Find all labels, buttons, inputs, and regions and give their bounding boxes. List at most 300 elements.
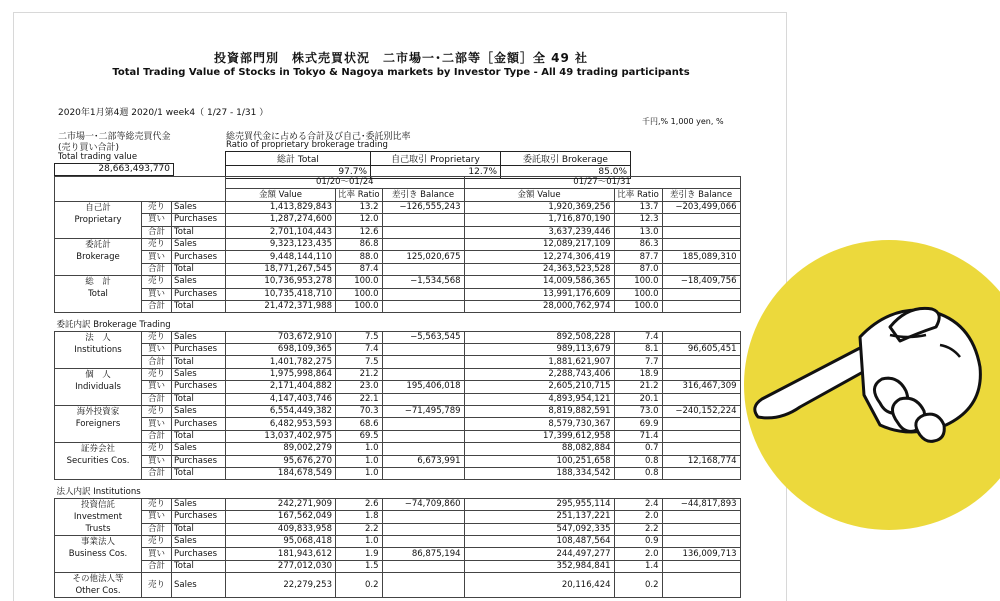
value-cell: 2,171,404,882 [226, 381, 336, 393]
report-title-en: Total Trading Value of Stocks in Tokyo & Nagoya markets by Investor Type - All 49 trading participants [112, 67, 690, 78]
value-cell: 1.9 [336, 548, 383, 560]
side-label-jp: 売り [142, 238, 172, 250]
group-label-en: Other Cos. [75, 586, 121, 597]
value-cell [662, 418, 740, 430]
value-cell [382, 288, 464, 300]
value-cell: 17,399,612,958 [464, 430, 614, 442]
value-cell [662, 430, 740, 442]
value-cell: 23.0 [336, 381, 383, 393]
report-week: 2020年1月第4週 2020/1 week4（ 1/27 - 1/31 ） [58, 108, 269, 118]
value-cell [662, 238, 740, 250]
value-cell: 12,168,774 [662, 455, 740, 467]
side-label-jp: 売り [142, 406, 172, 418]
side-label-jp: 買い [142, 511, 172, 523]
side-label-jp: 買い [142, 418, 172, 430]
value-cell: 7.4 [336, 344, 383, 356]
side-label-jp: 買い [142, 455, 172, 467]
value-cell: 86.8 [336, 238, 383, 250]
value-cell: 13,037,402,975 [226, 430, 336, 442]
summary-label-jp-2: (売り買い合計) [58, 143, 120, 153]
side-label-en: Total [172, 263, 226, 275]
value-cell: 12.3 [614, 214, 662, 226]
group-label [55, 201, 142, 238]
side-label-en: Purchases [172, 288, 226, 300]
table-row [55, 418, 741, 430]
value-cell: 88.0 [336, 251, 383, 263]
table-row [55, 455, 741, 467]
side-label-jp: 合計 [142, 430, 172, 442]
group-label [55, 498, 142, 535]
value-cell [662, 288, 740, 300]
table-row [55, 430, 741, 442]
value-cell: −18,409,756 [662, 276, 740, 288]
value-cell [662, 226, 740, 238]
side-label-en: Sales [172, 201, 226, 213]
side-label-jp: 売り [142, 443, 172, 455]
value-cell: −240,152,224 [662, 406, 740, 418]
table-row [55, 381, 741, 393]
ratio-table [225, 151, 631, 179]
group-label [55, 238, 142, 275]
table-row [55, 226, 741, 238]
table-row [55, 548, 741, 560]
value-cell: 4,893,954,121 [464, 393, 614, 405]
group-label [55, 406, 142, 443]
group-label-jp: 自己計 [85, 202, 111, 213]
value-cell: 136,009,713 [662, 548, 740, 560]
value-cell: 12,274,306,419 [464, 251, 614, 263]
value-cell [662, 356, 740, 368]
period-header-2: 01/27〜01/31 [464, 177, 740, 189]
value-cell [662, 300, 740, 312]
value-cell: 1,716,870,190 [464, 214, 614, 226]
value-cell: 2.6 [336, 498, 383, 510]
value-cell: 21.2 [614, 381, 662, 393]
value-cell: 8,819,882,591 [464, 406, 614, 418]
value-cell [382, 214, 464, 226]
value-cell: 2.0 [614, 511, 662, 523]
group-label-jp: 証券会社 [80, 444, 115, 455]
value-cell [662, 263, 740, 275]
table-row [55, 356, 741, 368]
group-label-en: Investment [73, 511, 123, 522]
value-cell [382, 467, 464, 479]
table-row [55, 238, 741, 250]
value-cell: 2.0 [614, 548, 662, 560]
table-row [55, 319, 741, 331]
value-cell [662, 535, 740, 547]
value-cell: 6,673,991 [382, 455, 464, 467]
side-label-en: Purchases [172, 381, 226, 393]
side-label-jp: 合計 [142, 300, 172, 312]
value-cell: 69.9 [614, 418, 662, 430]
table-row [55, 467, 741, 479]
value-cell: 0.9 [614, 535, 662, 547]
value-cell: 70.3 [336, 406, 383, 418]
section-label-institutions: 法人内訳 Institutions [56, 486, 141, 497]
value-cell: 13.2 [336, 201, 383, 213]
value-cell [662, 511, 740, 523]
value-cell: 8.1 [614, 344, 662, 356]
value-cell: −1,534,568 [382, 276, 464, 288]
value-cell: 6,554,449,382 [226, 406, 336, 418]
value-cell [382, 573, 464, 598]
value-cell: 24,363,523,528 [464, 263, 614, 275]
group-label-en-2: Trusts [85, 523, 111, 534]
value-cell: 244,497,277 [464, 548, 614, 560]
value-cell: 0.2 [336, 573, 383, 598]
value-cell [662, 560, 740, 572]
value-cell: 1.8 [336, 511, 383, 523]
value-cell: 100.0 [614, 288, 662, 300]
table-row [55, 406, 741, 418]
value-cell: −5,563,545 [382, 331, 464, 343]
value-cell: 0.7 [614, 443, 662, 455]
side-label-jp: 売り [142, 535, 172, 547]
value-cell: 69.5 [336, 430, 383, 442]
side-label-en: Sales [172, 238, 226, 250]
value-cell: 68.6 [336, 418, 383, 430]
value-cell: 409,833,958 [226, 523, 336, 535]
column-header-balance-p1: 差引き Balance [382, 189, 464, 201]
table-row [55, 573, 741, 598]
value-cell: 4,147,403,746 [226, 393, 336, 405]
value-cell: 22,279,253 [226, 573, 336, 598]
side-label-jp: 合計 [142, 393, 172, 405]
table-row [55, 201, 741, 213]
trading-table [54, 176, 741, 598]
side-label-en: Sales [172, 573, 226, 598]
side-label-en: Purchases [172, 344, 226, 356]
value-cell: 9,448,144,110 [226, 251, 336, 263]
value-cell: 1.0 [336, 443, 383, 455]
summary-label-en: Total trading value [58, 152, 138, 162]
side-label-jp: 売り [142, 498, 172, 510]
value-cell: 95,676,270 [226, 455, 336, 467]
group-label-en: Foreigners [75, 419, 121, 430]
value-cell [382, 560, 464, 572]
column-header-ratio-p1: 比率 Ratio [336, 189, 383, 201]
group-label-en: Proprietary [74, 214, 122, 225]
table-row [55, 344, 741, 356]
value-cell: 95,068,418 [226, 535, 336, 547]
value-cell: 195,406,018 [382, 381, 464, 393]
value-cell: 242,271,909 [226, 498, 336, 510]
value-cell: 989,113,679 [464, 344, 614, 356]
side-label-jp: 合計 [142, 523, 172, 535]
table-row [55, 368, 741, 380]
side-label-jp: 買い [142, 548, 172, 560]
value-cell [662, 368, 740, 380]
value-cell [382, 344, 464, 356]
side-label-en: Sales [172, 276, 226, 288]
group-label-en: Securities Cos. [66, 456, 130, 467]
value-cell: 2.4 [614, 498, 662, 510]
value-cell: 352,984,841 [464, 560, 614, 572]
value-cell: 6,482,953,593 [226, 418, 336, 430]
value-cell: 28,000,762,974 [464, 300, 614, 312]
group-label-en: Business Cos. [68, 548, 128, 559]
ratio-header-proprietary: 自己取引 Proprietary [371, 152, 501, 166]
side-label-en: Total [172, 560, 226, 572]
value-cell [662, 573, 740, 598]
side-label-en: Purchases [172, 548, 226, 560]
value-cell: 10,736,953,278 [226, 276, 336, 288]
value-cell: 100.0 [614, 300, 662, 312]
side-label-en: Total [172, 226, 226, 238]
value-cell: 18.9 [614, 368, 662, 380]
value-cell [382, 430, 464, 442]
value-cell: 10,735,418,710 [226, 288, 336, 300]
side-label-en: Sales [172, 406, 226, 418]
value-cell: 88,082,884 [464, 443, 614, 455]
value-cell: 1,401,782,275 [226, 356, 336, 368]
group-label-en: Institutions [74, 344, 122, 355]
value-cell: 1,413,829,843 [226, 201, 336, 213]
value-cell: 100.0 [336, 288, 383, 300]
value-cell: 295,955,114 [464, 498, 614, 510]
column-header-balance-p2: 差引き Balance [662, 189, 740, 201]
side-label-jp: 買い [142, 214, 172, 226]
side-label-en: Total [172, 430, 226, 442]
value-cell: 167,562,049 [226, 511, 336, 523]
table-row [55, 276, 741, 288]
side-label-en: Total [172, 393, 226, 405]
group-label-jp: 委託計 [85, 239, 111, 250]
side-label-jp: 売り [142, 573, 172, 598]
table-row [55, 263, 741, 275]
value-cell [382, 300, 464, 312]
value-cell: 20.1 [614, 393, 662, 405]
value-cell: 0.8 [614, 455, 662, 467]
value-cell: 3,637,239,446 [464, 226, 614, 238]
value-cell: −44,817,893 [662, 498, 740, 510]
summary-label-jp: 二市場一･二部等総売買代金 [58, 132, 171, 142]
table-row [55, 251, 741, 263]
table-row [55, 300, 741, 312]
group-label [55, 535, 142, 572]
value-cell: 0.2 [614, 573, 662, 598]
value-cell: 20,116,424 [464, 573, 614, 598]
value-cell: −126,555,243 [382, 201, 464, 213]
table-row [55, 177, 741, 189]
group-label [55, 573, 142, 598]
ratio-header-total: 総計 Total [226, 152, 371, 166]
value-cell: 12.0 [336, 214, 383, 226]
group-label-en: Brokerage [76, 251, 120, 262]
column-header-value-p1: 金額 Value [226, 189, 336, 201]
value-cell: 12,089,217,109 [464, 238, 614, 250]
value-cell: 7.4 [614, 331, 662, 343]
value-cell: −71,495,789 [382, 406, 464, 418]
value-cell: 100.0 [614, 276, 662, 288]
value-cell: 7.5 [336, 356, 383, 368]
report-unit: 千円,% 1,000 yen, % [642, 117, 724, 126]
side-label-en: Sales [172, 331, 226, 343]
column-header-value-p2: 金額 Value [464, 189, 614, 201]
value-cell: 1,881,621,907 [464, 356, 614, 368]
value-cell: 86,875,194 [382, 548, 464, 560]
value-cell: 13.0 [614, 226, 662, 238]
side-label-en: Total [172, 523, 226, 535]
value-cell: 89,002,279 [226, 443, 336, 455]
table-row [55, 331, 741, 343]
total-trading-value: 28,663,493,770 [54, 163, 174, 176]
side-label-en: Purchases [172, 511, 226, 523]
group-label-jp: 投資信託 [80, 499, 115, 510]
value-cell: 7.7 [614, 356, 662, 368]
value-cell: 22.1 [336, 393, 383, 405]
ratio-label-en: Ratio of proprietary brokerage trading [226, 140, 388, 150]
side-label-jp: 合計 [142, 263, 172, 275]
side-label-jp: 合計 [142, 226, 172, 238]
ratio-label-jp: 総売買代金に占める合計及び自己･委託別比率 [226, 132, 411, 142]
value-cell: 73.0 [614, 406, 662, 418]
table-row [55, 393, 741, 405]
value-cell: 87.7 [614, 251, 662, 263]
value-cell: 184,678,549 [226, 467, 336, 479]
table-row [55, 288, 741, 300]
value-cell: 1,287,274,600 [226, 214, 336, 226]
value-cell: 14,009,586,365 [464, 276, 614, 288]
group-label-jp: その他法人等 [72, 574, 124, 585]
value-cell: 2,288,743,406 [464, 368, 614, 380]
value-cell: 547,092,335 [464, 523, 614, 535]
value-cell [382, 393, 464, 405]
value-cell: 1.0 [336, 535, 383, 547]
side-label-en: Sales [172, 498, 226, 510]
value-cell: 2,605,210,715 [464, 381, 614, 393]
side-label-jp: 合計 [142, 467, 172, 479]
value-cell: 96,605,451 [662, 344, 740, 356]
value-cell [382, 238, 464, 250]
group-label-jp: 海外投資家 [76, 407, 120, 418]
table-row [55, 443, 741, 455]
pointing-hand-icon [740, 275, 1000, 465]
table-row [55, 560, 741, 572]
side-label-jp: 売り [142, 276, 172, 288]
value-cell: 185,089,310 [662, 251, 740, 263]
side-label-en: Sales [172, 443, 226, 455]
side-label-jp: 買い [142, 381, 172, 393]
group-label-jp: 個 人 [85, 369, 111, 380]
value-cell [662, 331, 740, 343]
column-header-ratio-p2: 比率 Ratio [614, 189, 662, 201]
value-cell: 2,701,104,443 [226, 226, 336, 238]
table-row [55, 535, 741, 547]
value-cell: 316,467,309 [662, 381, 740, 393]
value-cell: 181,943,612 [226, 548, 336, 560]
side-label-jp: 売り [142, 201, 172, 213]
value-cell: 13,991,176,609 [464, 288, 614, 300]
side-label-jp: 売り [142, 368, 172, 380]
value-cell: 188,334,542 [464, 467, 614, 479]
value-cell [382, 523, 464, 535]
value-cell: 71.4 [614, 430, 662, 442]
side-label-en: Total [172, 356, 226, 368]
value-cell [662, 393, 740, 405]
value-cell: 7.5 [336, 331, 383, 343]
value-cell: 100.0 [336, 300, 383, 312]
side-label-en: Purchases [172, 214, 226, 226]
value-cell: 1.0 [336, 455, 383, 467]
group-label-jp: 法 人 [85, 332, 111, 343]
side-label-en: Total [172, 467, 226, 479]
value-cell: 1.0 [336, 467, 383, 479]
section-label-brokerage: 委託内訳 Brokerage Trading [56, 319, 171, 330]
side-label-en: Sales [172, 368, 226, 380]
value-cell: 21.2 [336, 368, 383, 380]
value-cell [382, 418, 464, 430]
table-row [55, 523, 741, 535]
group-label-en: Total [88, 289, 108, 300]
table-row [55, 486, 741, 498]
value-cell: −74,709,860 [382, 498, 464, 510]
value-cell [662, 443, 740, 455]
value-cell: 1,920,369,256 [464, 201, 614, 213]
group-label [55, 368, 142, 405]
value-cell: 698,109,365 [226, 344, 336, 356]
value-cell: 125,020,675 [382, 251, 464, 263]
side-label-en: Total [172, 300, 226, 312]
value-cell [382, 443, 464, 455]
value-cell: 2.2 [614, 523, 662, 535]
value-cell: 21,472,371,988 [226, 300, 336, 312]
side-label-en: Purchases [172, 455, 226, 467]
group-label-en: Individuals [75, 381, 121, 392]
group-label-jp: 事業法人 [80, 536, 115, 547]
value-cell: −203,499,066 [662, 201, 740, 213]
group-label-jp: 総 計 [85, 277, 111, 288]
report-title-jp: 投資部門別 株式売買状況 二市場一･二部等［金額］全 49 社 [213, 51, 589, 65]
value-cell: 13.7 [614, 201, 662, 213]
value-cell: 1,975,998,864 [226, 368, 336, 380]
group-label [55, 276, 142, 313]
value-cell: 251,137,221 [464, 511, 614, 523]
value-cell: 108,487,564 [464, 535, 614, 547]
value-cell: 1.5 [336, 560, 383, 572]
report-sheet [13, 12, 787, 601]
value-cell: 9,323,123,435 [226, 238, 336, 250]
value-cell: 1.4 [614, 560, 662, 572]
value-cell [382, 226, 464, 238]
value-cell: 12.6 [336, 226, 383, 238]
value-cell [382, 356, 464, 368]
period-header-1: 01/20〜01/24 [226, 177, 465, 189]
table-row [55, 511, 741, 523]
value-cell: 703,672,910 [226, 331, 336, 343]
value-cell: 18,771,267,545 [226, 263, 336, 275]
value-cell: 892,508,228 [464, 331, 614, 343]
value-cell: 86.3 [614, 238, 662, 250]
side-label-jp: 買い [142, 251, 172, 263]
value-cell [662, 214, 740, 226]
header-blank [55, 177, 226, 202]
ratio-header-brokerage: 委託取引 Brokerage [501, 152, 631, 166]
side-label-jp: 合計 [142, 560, 172, 572]
value-cell: 100.0 [336, 276, 383, 288]
group-label [55, 331, 142, 368]
group-label [55, 443, 142, 480]
value-cell [382, 368, 464, 380]
table-row [55, 498, 741, 510]
value-cell [662, 523, 740, 535]
value-cell [662, 467, 740, 479]
side-label-en: Sales [172, 535, 226, 547]
value-cell: 8,579,730,367 [464, 418, 614, 430]
value-cell: 277,012,030 [226, 560, 336, 572]
value-cell: 0.8 [614, 467, 662, 479]
